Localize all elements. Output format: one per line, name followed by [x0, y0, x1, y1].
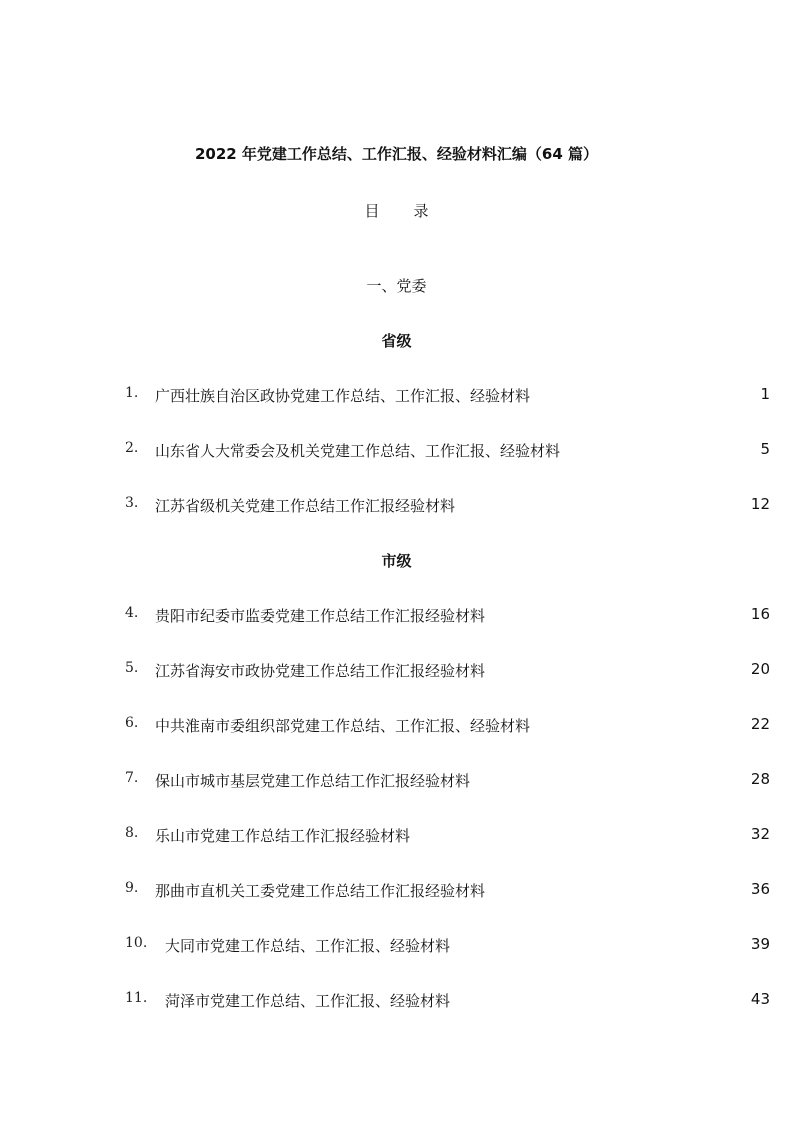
toc-entry-page: 32	[750, 825, 770, 843]
toc-entry[interactable]	[0, 440, 793, 462]
toc-entry-title[interactable]: 江苏省海安市政协党建工作总结工作汇报经验材料	[155, 662, 486, 680]
toc-entry[interactable]	[0, 495, 793, 517]
toc-entry[interactable]	[0, 660, 793, 682]
toc-entry-title[interactable]: 贵阳市纪委市监委党建工作总结工作汇报经验材料	[155, 607, 486, 625]
toc-entry-number: 6.	[125, 715, 139, 731]
toc-entry-title[interactable]: 菏泽市党建工作总结、工作汇报、经验材料	[165, 992, 451, 1010]
section-heading-party-committee: 一、党委	[366, 277, 427, 295]
toc-entry[interactable]	[0, 990, 793, 1012]
toc-entry[interactable]	[0, 770, 793, 792]
toc-entry-page: 22	[750, 715, 770, 733]
toc-entry-page: 43	[750, 990, 770, 1008]
toc-entry-title[interactable]: 那曲市直机关工委党建工作总结工作汇报经验材料	[155, 882, 486, 900]
toc-entry-number: 10.	[125, 935, 148, 951]
toc-entry-page: 36	[750, 880, 770, 898]
toc-entry[interactable]	[0, 935, 793, 957]
toc-entry-page: 28	[750, 770, 770, 788]
toc-entry[interactable]	[0, 385, 793, 407]
toc-entry[interactable]	[0, 715, 793, 737]
subsection-heading-provincial: 省级	[381, 332, 412, 350]
toc-entry[interactable]	[0, 880, 793, 902]
toc-entry-title[interactable]: 保山市城市基层党建工作总结工作汇报经验材料	[155, 772, 471, 790]
toc-entry-page: 1	[760, 385, 770, 403]
toc-entry[interactable]	[0, 825, 793, 847]
toc-entry-number: 4.	[125, 605, 139, 621]
toc-entry-number: 11.	[125, 990, 148, 1006]
toc-entry-title[interactable]: 乐山市党建工作总结工作汇报经验材料	[155, 827, 411, 845]
toc-entry-number: 5.	[125, 660, 139, 676]
toc-heading-right: 录	[413, 202, 429, 220]
toc-entry-page: 16	[750, 605, 770, 623]
toc-heading-left: 目	[364, 202, 380, 220]
toc-entry-number: 1.	[125, 385, 139, 401]
toc-entry[interactable]	[0, 605, 793, 627]
toc-entry-number: 9.	[125, 880, 139, 896]
toc-entry-title[interactable]: 山东省人大常委会及机关党建工作总结、工作汇报、经验材料	[155, 442, 561, 460]
document-title: 2022 年党建工作总结、工作汇报、经验材料汇编（64 篇）	[194, 145, 599, 163]
toc-entry-title[interactable]: 江苏省级机关党建工作总结工作汇报经验材料	[155, 497, 456, 515]
toc-heading	[0, 200, 793, 221]
toc-entry-title[interactable]: 广西壮族自治区政协党建工作总结、工作汇报、经验材料	[155, 387, 531, 405]
toc-entry-title[interactable]: 中共淮南市委组织部党建工作总结、工作汇报、经验材料	[155, 717, 531, 735]
toc-entry-number: 3.	[125, 495, 139, 511]
subsection-heading-city: 市级	[381, 552, 412, 570]
toc-entry-number: 2.	[125, 440, 139, 456]
toc-entry-page: 20	[750, 660, 770, 678]
toc-entry-page: 39	[750, 935, 770, 953]
toc-entry-page: 5	[760, 440, 770, 458]
toc-entry-page: 12	[750, 495, 770, 513]
toc-entry-title[interactable]: 大同市党建工作总结、工作汇报、经验材料	[165, 937, 451, 955]
toc-entry-number: 7.	[125, 770, 139, 786]
toc-entry-number: 8.	[125, 825, 139, 841]
